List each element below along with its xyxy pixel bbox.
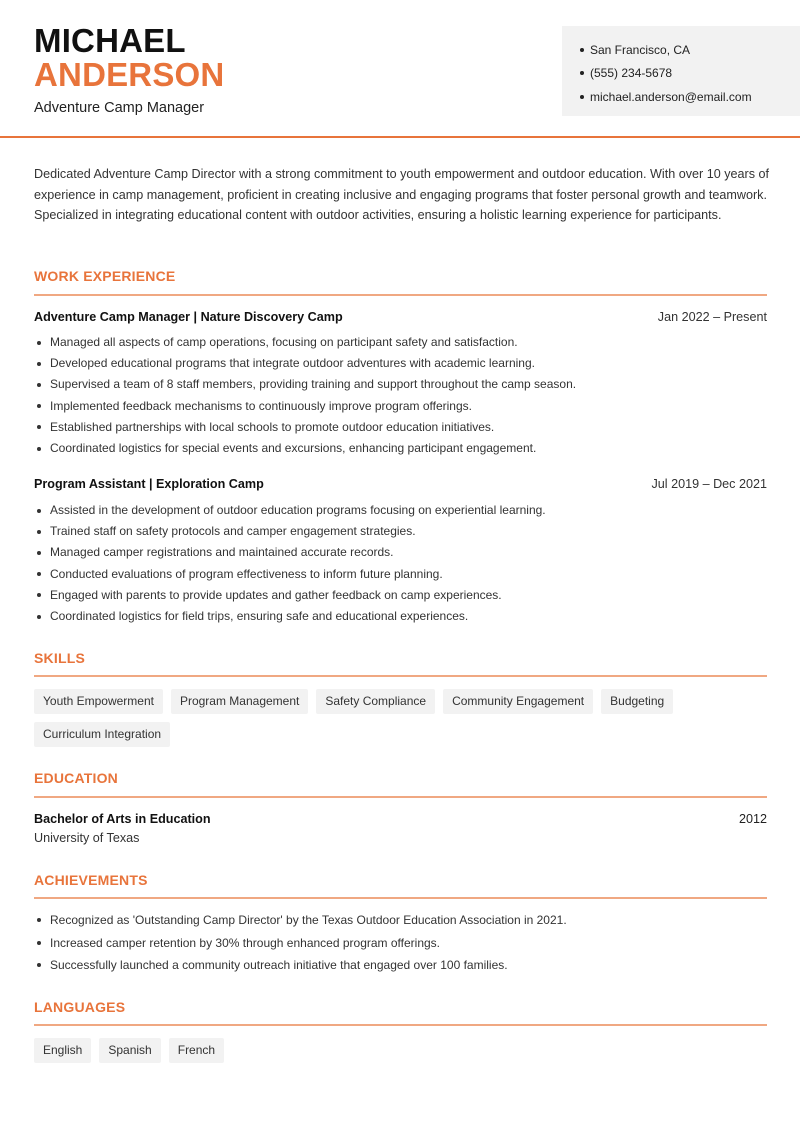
bullet-icon	[580, 48, 584, 52]
list-item: Developed educational programs that integrate outdoor adventures with academic learning.	[34, 353, 767, 374]
job-title: Adventure Camp Manager	[34, 100, 205, 116]
education-entry-header	[34, 812, 767, 826]
list-item: Trained staff on safety protocols and camper engagement strategies.	[34, 521, 767, 542]
bullet-icon	[37, 341, 41, 345]
bullet-icon	[580, 71, 584, 75]
bullet-icon	[37, 530, 41, 534]
bullet-icon	[580, 95, 584, 99]
skill-tag: Community Engagement	[443, 689, 593, 714]
job-role: Program Assistant | Exploration Camp	[34, 477, 264, 491]
bullet-icon	[37, 551, 41, 555]
bullet-icon	[37, 362, 41, 366]
bullet-icon	[37, 918, 41, 922]
list-item: Managed all aspects of camp operations, focusing on participant safety and satisfaction.	[34, 332, 767, 353]
section-divider	[34, 1024, 767, 1026]
contact-box	[562, 26, 800, 116]
bullet-icon	[37, 615, 41, 619]
section-divider	[34, 796, 767, 798]
list-item: Coordinated logistics for field trips, ensuring safe and educational experiences.	[34, 606, 767, 627]
section-divider	[34, 897, 767, 899]
achievements-heading: ACHIEVEMENTS	[34, 872, 148, 888]
work-experience-heading: WORK EXPERIENCE	[34, 268, 176, 284]
skill-tag: Youth Empowerment	[34, 689, 163, 714]
skill-tag: Program Management	[171, 689, 308, 714]
contact-email: michael.anderson@email.com	[580, 85, 800, 109]
bullet-icon	[37, 593, 41, 597]
bullet-icon	[37, 509, 41, 513]
job-bullets	[34, 332, 767, 459]
skill-tag: Safety Compliance	[316, 689, 435, 714]
bullet-icon	[37, 941, 41, 945]
education-heading: EDUCATION	[34, 770, 118, 786]
list-item: Increased camper retention by 30% through enhanced program offerings.	[34, 932, 767, 955]
list-item: Recognized as 'Outstanding Camp Director' by the Texas Outdoor Education Association in 2021.	[34, 909, 767, 932]
language-tag: Spanish	[99, 1038, 160, 1063]
last-name: ANDERSON	[34, 56, 225, 93]
contact-location: San Francisco, CA	[580, 38, 800, 62]
summary-text: Dedicated Adventure Camp Director with a strong commitment to youth empowerment and outdoor education. With over 10 years of experience in camp management, proficient in creating inclusive and engaging programs that foster personal growth and teamwork. Specialized in integrating educational content with outdoor activities, ensuring a holistic learning experience for participants.	[34, 167, 769, 223]
skills-heading: SKILLS	[34, 650, 85, 666]
bullet-icon	[37, 572, 41, 576]
list-item: Engaged with parents to provide updates and gather feedback on camp experiences.	[34, 585, 767, 606]
list-item: Assisted in the development of outdoor education programs focusing on experiential learning.	[34, 500, 767, 521]
bullet-icon	[37, 963, 41, 967]
resume-header	[0, 0, 800, 138]
list-item: Established partnerships with local schools to promote outdoor education initiatives.	[34, 417, 767, 438]
list-item: Managed camper registrations and maintained accurate records.	[34, 542, 767, 563]
job-dates: Jan 2022 – Present	[657, 310, 767, 324]
list-item: Coordinated logistics for special events and excursions, enhancing participant engagement.	[34, 438, 767, 459]
first-name: MICHAEL	[34, 22, 186, 59]
degree: Bachelor of Arts in Education	[34, 812, 211, 826]
bullet-icon	[37, 404, 41, 408]
job-entry-header	[34, 477, 767, 491]
bullet-icon	[37, 425, 41, 429]
section-divider	[34, 294, 767, 296]
job-bullets	[34, 500, 767, 627]
languages-heading: LANGUAGES	[34, 999, 126, 1015]
contact-phone: (555) 234-5678	[580, 62, 800, 86]
job-entry-header	[34, 310, 767, 324]
school-name: University of Texas	[34, 831, 140, 845]
skills-tags	[34, 689, 774, 747]
list-item: Conducted evaluations of program effectiveness to inform future planning.	[34, 564, 767, 585]
language-tag: French	[169, 1038, 224, 1063]
language-tags	[34, 1038, 774, 1063]
achievement-bullets	[34, 909, 767, 977]
skill-tag: Curriculum Integration	[34, 722, 170, 747]
section-divider	[34, 675, 767, 677]
job-dates: Jul 2019 – Dec 2021	[651, 477, 767, 491]
language-tag: English	[34, 1038, 91, 1063]
list-item: Successfully launched a community outreach initiative that engaged over 100 families.	[34, 954, 767, 977]
bullet-icon	[37, 383, 41, 387]
graduation-year: 2012	[738, 812, 767, 826]
list-item: Implemented feedback mechanisms to continuously improve program offerings.	[34, 396, 767, 417]
skill-tag: Budgeting	[601, 689, 673, 714]
job-role: Adventure Camp Manager | Nature Discovery Camp	[34, 310, 343, 324]
bullet-icon	[37, 447, 41, 451]
list-item: Supervised a team of 8 staff members, providing training and support throughout the camp season.	[34, 374, 767, 395]
